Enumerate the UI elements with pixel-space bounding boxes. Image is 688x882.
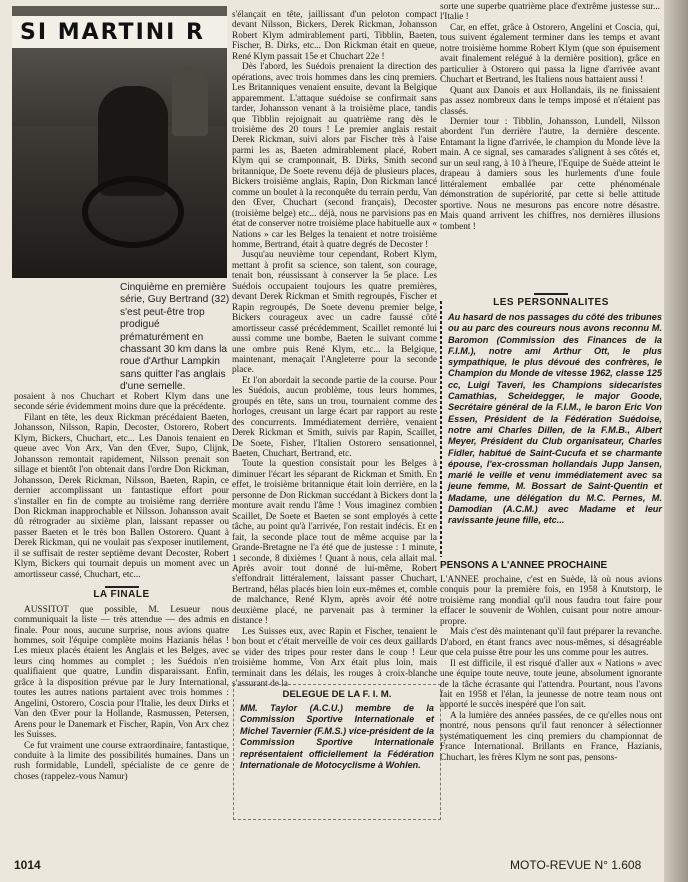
race-photo <box>12 6 227 278</box>
paragraph: Il est difficile, il est risqué d'aller aux « Nations » avec une équipe toute neuve, toute jeune, absolument ignorante de la tâche écrasante qui l'attendra. Pourtant, nous l'avons fait en 1958 et l'élan, la jeunesse de notre team nous ont apporté le succès inespéré que l'on sait. <box>440 658 662 711</box>
photo-caption: Cinquième en première série, Guy Bertrand (32) s'est peut-être trop prodigué prématurément en chassant 30 km dans la roue d'Arthur Lampkin sans quitter l'as anglais d'une semelle. <box>120 282 230 393</box>
paragraph: Jusqu'au neuvième tour cependant, Robert Klym, mettant à profit sa science, son talent, son courage, tenait bon, réussissant à conserver la 5e place. Les Suédois occupaient toujours les quatre premières, devant Derek Rickman et Smith regroupés, Fischer et Rapin regroupés, De Soete devenu premier belge, Bickers courageux avec un cadre faussé côté amortisseur cassé précédemment, Scaillet remonté lui aussi comme une bombe, Baeten le suivant comme une ombre puis René Klym, etc... la Belgique, maintenant, menaçait l'Angleterre pour la seconde place. <box>232 250 437 376</box>
section-heading-personalities: LES PERSONNALITES <box>440 293 662 308</box>
paragraph: Mais c'est dès maintenant qu'il faut préparer la revanche. D'abord, en étant francs avec nous-mêmes, si désagréable que cela puisse être pour les uns comme pour les autres. <box>440 627 662 659</box>
paragraph: Car, en effet, grâce à Ostorero, Angelini et Coscia, qui, tous suivent également terminer dans les temps et avant notre troisième homme Robert Klym (que son épuisement avait finalement relégué à la dernière position), grâce en particulier à Ostorero qui passa la ligne d'arrivée avant Chuchart et Bertrand, les Italiens nous battaient aussi ! <box>440 22 660 86</box>
fim-delegate-box <box>233 684 441 820</box>
personalities-text: Au hasard de nos passages du côté des tribunes ou au parc des coureurs nous avons reconnu M. Baromon (Commission des Finances de la F.I.M.), notre ami Arthur Ott, le plus sympathique, le plus dévoué des confrères, le Champion du Monde de vitesse 1962, classe 125 cc, Luigi Taveri, les Champions sidecaristes Camathias, Scheidegger, le major Goode, Secrétaire général de la F.I.M., le baron Eric Von Essen, Président de la Fédération Suédoise, notre ami Charles Dillen, de la F.M.B., Albert Meyer, Président du Club organisateur, Charles Fidler, habitué de Saint-Cucufa et se charmante épouse, l'ex-crossman hollandais Jupp Jansen, marié le veille et venu immédiatement avec sa jeune femme, M. Bossart de Saint-Quentin et Madame, une délégation du M.C. Pernes, M. Damodian (A.C.M.) avec Madame et leur ravissante jeune fille, etc... <box>448 312 662 526</box>
paragraph: Dès l'abord, les Suédois prenaient la direction des opérations, avec trois hommes dans les cinq premiers. Les Britanniques venaient ensuite, devant la Belgique apparemment. L'attaque suédoise se confirmait sans tarder, Johansson venant à la troisième place, tandis que Tibblin rejoignait au quatrième rang dès le troisième des 20 tours ! Le premier anglais restait Derek Rickman, suivi alors par Fischer très à l'aise parmi les as, Baeten admirablement placé, Robert Klym qui se cramponnait, B. Dirks, Smith second britannique, De Soete revenu déjà de plusieurs places, Bickers troisième anglais, Rapin, Don Rickman lancé comme un boulet à la reconquête du terrain perdu, Van den Œver, Chuchart (second français), Decoster (troisième belge) etc... déjà, nous ne parvisions pas en état de conserver notre troisième place habituelle aux « Nations » car les Belges la tenaient et notre troisième homme, Bertrand, était à quatre degrés de Decoster ! <box>232 62 437 250</box>
page-number: 1014 <box>14 858 41 872</box>
dashed-rule <box>440 301 442 557</box>
column-2 <box>232 10 437 689</box>
photo-wheel <box>82 176 184 248</box>
column-1 <box>14 392 229 782</box>
photo-spectator <box>172 66 208 136</box>
paragraph: Les Suisses eux, avec Rapin et Fischer, tenaient le bon bout et c'était merveille de voir ces deux gaillards se vider des tripes pour rester dans le coup ! Leur troisième homme, Von Arx était plus loin, mais terminait dans les délais, les rouges à croix-blanche s'assurant de la <box>232 626 437 689</box>
page-edge <box>664 0 688 882</box>
section-heading-next-year: PENSONS A L'ANNEE PROCHAINE <box>440 560 608 571</box>
paragraph: AUSSITOT que possible, M. Lesueur nous communiquait la liste — très attendue — des admis en finale. Pour nous, aucune surprise, nous avions quatre hommes, soit l'équipe complète moins Hazianis hélas ! Les mieux placés étaient les Anglais et les Belges, avec leurs cinq hommes au complet ; les Suédois n'en qualifiaient que quatre, Lundin disparaissant. Enfin, grâce à la disposition prévue par le Jury International, toutes les autres nations partaient avec trois hommes : Angelini, Ostorero, Coscia pour l'Italie, les deux Dirks et Van den Œver pour la Hollande, Rasmussen, Petersen, Arens pour le Danemark et Fischer, Rapin, Von Arx chez les Suisses. <box>14 604 229 741</box>
paragraph: Toute la question consistait pour les Belges à diminuer l'écart les séparant de Rickman et Smith. En effet, le troisième britannique était loin derrière, en la personne de Don Rickman succédant à Bickers dont la monture avait rendu l'âme ! Vous imaginez combien Scaillet, De Soete et Baeten se sont employés à cette tâche, au point qu'à l'arrivée, l'on restait indécis. Et en fait, la seconde place tout de même acquise par la Grande-Bretagne ne l'a été que de justesse : 1 minute, 1 seconde, 8 dixièmes ! Quant à nous, cela allait mal. Après avoir tout donné de lui-même, Robert s'effondrait littéralement, laissant passer Chuchart, Bertrand, hélas placés bien loin eux-mêmes et, comble de malchance, René Klym, après avoir été notre deuxième placé, ne parvenait pas à terminer la distance ! <box>232 459 437 627</box>
next-year-section <box>440 560 662 763</box>
box-title: DELEGUE DE LA F. I. M. <box>282 689 392 700</box>
section-heading-finale: LA FINALE <box>14 586 229 600</box>
paragraph: Dernier tour : Tibblin, Johansson, Lundell, Nilsson abordent l'un derrière l'autre, la dernière descente. Entamant la ligne d'arrivée, le champion du Monde lève la main. A ce signal, ses camarades s'alignent à ses côtés et, sur un seul rang, à 10 à l'heure, l'Equipe de Suède atteint le drapeau à damiers sous les hurlements d'une foule littéralement emballée par cette phénoménale démonstration de supériorité, par cette si belle attitude sportive. Nous ne mesurons pas encore notre désastre. Mais quand arrivent les chiffres, nos dernières illusions tombent ! <box>440 116 660 232</box>
paragraph: A la lumière des années passées, de ce qu'elles nous ont montré, nous pensons qu'il faut renoncer à sélectionner systématiquement les cinq premiers du championnat de France International. Brillants en France, Hazianis, Chuchart, les frères Klym ne sont pas, pensons- <box>440 710 662 763</box>
magazine-issue: MOTO-REVUE N° 1.608 <box>510 858 642 872</box>
personalities-box <box>440 287 662 557</box>
paragraph: posaient à nos Chuchart et Robert Klym dans une seconde série évidemment moins dure que la précédente. <box>14 392 229 413</box>
paragraph: s'élançait en tête, jaillissant d'un peloton compact devant Nilsson, Bickers, Derek Rickman, Johansson Robert Klym admirablement parti, Tibblin, Baeten, Fischer, B. Dirks, etc... Don Rickman était en queue, René Klym passait 15e et Chuchart 22e ! <box>232 10 437 62</box>
column-3 <box>440 2 660 232</box>
paragraph: Filant en tête, les deux Rickman précédaient Baeten, Johansson, Nilsson, Rapin, Decoster, Ostorero, Robert Klym, Bickers, Chuchart, etc... Les Danois tenaient en queue avec Von Arx, Van den Œver, Supo, Clijnk, Johansson remontait rapidement, Nilsson prenait son sillage et bientôt l'on obtenait dans l'ordre Don Rickman, Johansson, Derek Rickman, Nilsson, Baeten, Rapin, ce dernier accomplissant un fantastique effort pour s'installer en fin de compte au troisième rang derrière Don Rickman inapprochable et Nilsson. Johansson avait dû rétrograder au sixième plan, laissant repasser ou passer Baeten et le très bon Ballen Ostorero. Quant à Derek Rickman, qui ne voulait pas s'exposer inutilement, il se suffisait de rester septième devant Decoster, Robert Klym, Bickers qui tournait depuis un moment avec un amortisseur cassé, Chuchart, etc... <box>14 412 229 580</box>
box-text: MM. Taylor (A.C.U.) membre de la Commission Sportive Internationale et Michel Tavernier (F.M.S.) vice-président de la Commission Sportive Internationale représentaient officiellement la Fédération Internationale de Motocyclisme à Wohlen. <box>240 703 434 771</box>
photo-banner <box>12 16 227 48</box>
paragraph: Ce fut vraiment une course extraordinaire, fantastique, conduite à la limite des possibilités humaines. Dans un rush formidable, Lundell, spécialiste de ce genre de choses (rappelez-vous Namur) <box>14 740 229 782</box>
paragraph: L'ANNEE prochaine, c'est en Suède, là où nous avions conquis pour la première fois, en 1958 à Knutstorp, le troisième rang mondial qu'il nous faudra tout faire pour effacer le souvenir de Wohlen, cuisant pour notre amour-propre. <box>440 575 662 627</box>
paragraph: Quant aux Danois et aux Hollandais, ils ne finissaient pas assez nombreux dans le temps imposé et n'étaient pas classés. <box>440 85 660 117</box>
paragraph: Et l'on abordait la seconde partie de la course. Pour les Suédois, aucun problème, tous leurs hommes, groupés en tête, sans un trou, tournaient comme des horloges, creusant un large écart par rapport au reste des concurrents. Immédiatement derrière, venaient Derek Rickman et Smith, suivis par Rapin, Scaillet, De Soete, Fisher, l'Italien Ostorero sensationnel, Baeten, Chuchart, Bertrand, etc. <box>232 375 437 460</box>
paragraph: sorte une superbe quatrième place d'extrême justesse sur... l'Italie ! <box>440 2 660 23</box>
banner-text: SI MARTINI R <box>20 19 205 45</box>
